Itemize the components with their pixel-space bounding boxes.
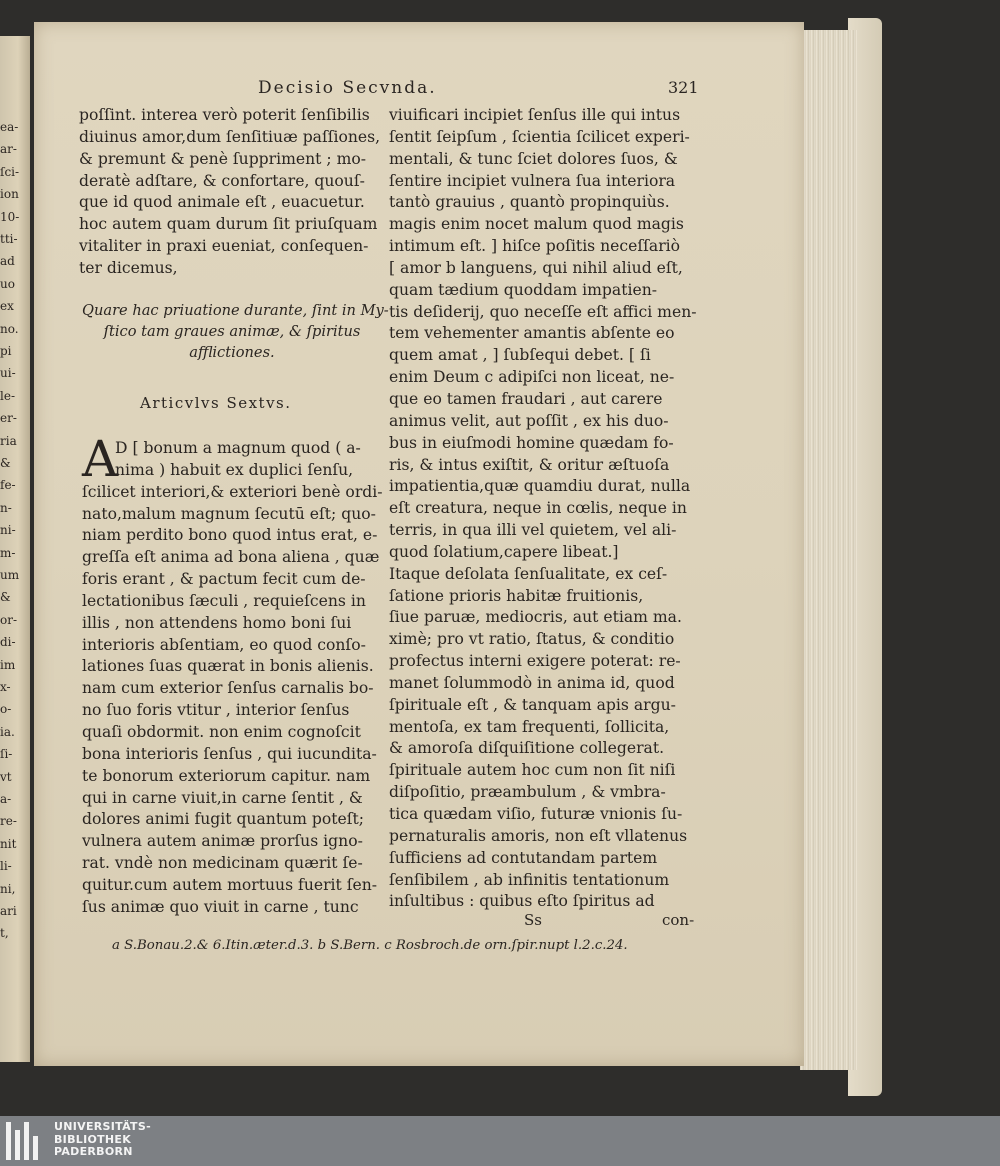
text-line: & amoroſa diſquiſitione collegerat. [389, 739, 665, 758]
text-line: animus velit, aut poſſit , ex his duo- [389, 411, 669, 430]
left-page-fragment: uo [0, 276, 15, 291]
text-line: ſpirituale eſt , & tanquam apis argu- [389, 695, 676, 714]
heading-line: Quare hac priuatione durante, ſint in My- [82, 302, 389, 319]
text-line: bona interioris ſenſus , qui iucundita- [82, 744, 377, 763]
left-page-fragment: vt [0, 769, 12, 784]
text-line: ſatione prioris habitæ fruitionis, [389, 586, 644, 605]
left-page-fragment: ex [0, 299, 14, 314]
text-line: ſentire incipiet vulnera ſua interiora [389, 171, 676, 190]
left-page-fragment: ia. [0, 724, 15, 739]
left-page-fragment: x- [0, 680, 11, 694]
text-line: ſiue paruæ, mediocris, aut etiam ma. [389, 608, 682, 627]
left-page-fragment: 10- [0, 209, 20, 224]
text-line: tis deſiderij, quo neceſſe eſt affici men- [389, 302, 697, 321]
text-line: tem vehementer amantis abſente eo [389, 324, 675, 343]
text-line: te bonorum exteriorum capitur. nam [82, 766, 371, 785]
text-line: interioris abſentiam, eo quod conſo- [82, 635, 366, 654]
text-line: ſenſibilem , ab infinitis tentationum [389, 870, 670, 889]
left-page-text-fragments [0, 36, 30, 1062]
text-line: ſpirituale autem hoc cum non ſit niſi [389, 761, 676, 780]
text-line: quitur.cum autem mortuus fuerit ſen- [82, 875, 378, 894]
text-line: quod ſolatium,capere libeat.] [389, 542, 619, 561]
text-line: no ſuo foris vtitur , interior ſenſus [82, 701, 350, 720]
left-page-fragment: t, [0, 926, 9, 941]
library-line-2: BIBLIOTHEK [54, 1132, 132, 1146]
text-line: illis , non attendens homo boni ſui [82, 613, 352, 632]
right-column [389, 105, 709, 913]
left-page-fragment: ad [0, 254, 15, 269]
left-page-fragment: m- [0, 545, 16, 560]
left-page-fragment: ſi- [0, 747, 13, 762]
left-page-fragment: im [0, 657, 16, 672]
text-line: profectus interni exigere poterat: re- [389, 652, 681, 671]
left-page-fragment: & [0, 590, 11, 605]
text-line: [ amor b languens, qui nihil aliud eſt, [389, 258, 683, 277]
text-line: tica quædam viſio, futuræ vnionis ſu- [389, 805, 683, 823]
text-line: nato,malum magnum ſecutū eſt; quo- [82, 504, 376, 523]
signature-mark: Ss [524, 911, 542, 929]
left-page-fragment: li- [0, 859, 12, 874]
drop-cap: A [82, 430, 119, 488]
heading-line: ſtico tam graues animæ, & ſpiritus [103, 323, 361, 340]
left-page-fragment: ni, [0, 881, 16, 896]
left-page-fragment: di- [0, 635, 16, 650]
left-page-fragment: um [0, 568, 20, 582]
left-page-fragment: a- [0, 792, 12, 806]
library-logo-icon [6, 1122, 46, 1160]
text-line: poſſint. interea verò poterit ſenſibilis [79, 106, 370, 124]
text-line: impatientia,quæ quamdiu durat, nulla [389, 477, 691, 496]
text-line: qui in carne viuit,in carne ſentit , & [82, 788, 363, 807]
text-line: dolores animi fugit quantum poteſt; [82, 810, 365, 829]
text-line: enim Deum c adipiſci non liceat, ne- [389, 368, 675, 387]
text-line: ſus animæ quo viuit in carne , tunc [82, 897, 359, 916]
text-line: tantò grauius , quantò propinquiùs. [389, 193, 670, 212]
page-number: 321 [668, 78, 699, 97]
footnotes: a S.Bonau.2.& 6.Itin.æter.d.3. b S.Bern. c Rosbroch.de orn.ſpir.nupt l.2.c.24. [112, 938, 628, 953]
text-line: pernaturalis amoris, non eſt vllatenus [389, 826, 688, 845]
text-line: magis enim nocet malum quod magis [389, 215, 684, 234]
text-line: ter dicemus, [79, 258, 178, 277]
library-line-3: PADERBORN [54, 1145, 133, 1158]
left-page-fragment: nit [0, 836, 17, 851]
left-page-fragment: ion [0, 187, 19, 202]
catchword: con- [662, 911, 695, 929]
left-facing-page [0, 36, 30, 1062]
text-line: lationes ſuas quærat in bonis alienis. [82, 657, 374, 676]
text-line: ſentit ſeipſum , ſcientia ſcilicet experi- [389, 127, 690, 146]
text-line: deratè adſtare, & confortare, quouſ- [79, 171, 365, 190]
text-line: nima ) habuit ex duplici ſenſu, [115, 460, 354, 479]
text-line: intimum eſt. ] hiſce poſitis neceſſariò [389, 237, 681, 256]
left-column-body [82, 438, 385, 919]
text-line: hoc autem quam durum ſit priuſquam [79, 215, 378, 234]
heading-line: afflictiones. [189, 344, 275, 361]
text-line: quam tædium quoddam impatien- [389, 280, 658, 299]
text-line: eſt creatura, neque in cœlis, neque in [389, 499, 687, 518]
left-page-fragment: re- [0, 814, 17, 829]
text-line: que id quod animale eſt , euacuetur. [79, 193, 365, 212]
text-line: greſſa eſt anima ad bona aliena , quæ [82, 548, 380, 567]
text-line: quem amat , ] ſubſequi debet. [ ſi [389, 346, 651, 365]
left-page-fragment: & [0, 456, 11, 470]
text-line: foris erant , & pactum fecit cum de- [82, 570, 366, 589]
text-line: Itaque deſolata ſenſualitate, ex ceſ- [389, 564, 668, 583]
left-page-fragment: ea- [0, 120, 19, 134]
text-line: quaſi obdormit. non enim cognoſcit [82, 722, 361, 741]
section-heading [82, 300, 389, 363]
library-footer-bar [0, 1116, 1000, 1166]
left-page-fragment: fe- [0, 478, 16, 493]
left-page-fragment: er- [0, 411, 17, 426]
text-line: lectationibus ſæculi , requieſcens in [82, 591, 366, 610]
text-line: mentali, & tunc ſciet dolores ſuos, & [389, 149, 678, 168]
left-page-fragment: o- [0, 702, 12, 717]
text-line: que eo tamen fraudari , aut carere [389, 389, 663, 408]
text-line: vulnera autem animæ prorſus igno- [82, 832, 363, 851]
text-line: rat. vndè non medicinam quærit ſe- [82, 854, 363, 873]
text-line: nam cum exterior ſenſus carnalis bo- [82, 679, 374, 698]
left-page-fragment: tti- [0, 232, 18, 246]
left-page-fragment: n- [0, 500, 12, 515]
text-line: viuificari incipiet ſenſus ille qui intus [389, 106, 681, 124]
left-page-fragment: ria [0, 433, 17, 448]
running-header: Decisio Secvnda. [258, 78, 437, 98]
left-page-fragment: ari [0, 904, 17, 918]
left-page-fragment: or- [0, 612, 18, 627]
page-edges [800, 30, 858, 1070]
left-page-fragment: ſci- [0, 164, 20, 179]
left-page-fragment: ui- [0, 366, 16, 381]
text-line: terris, in qua illi vel quietem, vel ali- [389, 521, 677, 540]
left-page-fragment: pi [0, 344, 12, 358]
text-line: ſcilicet interiori,& exteriori benè ordi- [82, 482, 383, 501]
text-line: ximè; pro vt ratio, ſtatus, & conditio [389, 630, 675, 649]
text-line: D [ bonum a magnum quod ( a- [115, 439, 361, 457]
text-line: ris, & intus exiſtit, & oritur æſtuoſa [389, 455, 670, 474]
library-name [54, 1121, 151, 1159]
text-line: mentoſa, ex tam frequenti, ſollicita, [389, 717, 670, 736]
left-page-fragment: ar- [0, 142, 17, 157]
text-line: inſultibus : quibus eſto ſpiritus ad [389, 892, 655, 911]
text-line: niam perdito bono quod intus erat, e- [82, 526, 378, 545]
text-line: ſufficiens ad contutandam partem [389, 848, 658, 867]
text-line: bus in eiuſmodi homine quædam fo- [389, 433, 674, 452]
text-line: diſpoſitio, præambulum , & vmbra- [389, 783, 666, 802]
left-column-top [79, 105, 379, 280]
text-line: vitaliter in praxi eueniat, conſequen- [79, 237, 369, 256]
left-page-fragment: le- [0, 388, 15, 403]
library-line-1: UNIVERSITÄTS- [54, 1120, 151, 1133]
text-line: diuinus amor,dum ſenſitiuæ paſſiones, [79, 127, 381, 146]
text-line: manet ſolummodò in anima id, quod [389, 673, 675, 692]
left-page-fragment: ni- [0, 523, 16, 538]
text-line: & premunt & penè ſuppriment ; mo- [79, 149, 367, 168]
article-heading: Articvlvs Sextvs. [140, 394, 292, 412]
left-page-fragment: no. [0, 321, 19, 336]
